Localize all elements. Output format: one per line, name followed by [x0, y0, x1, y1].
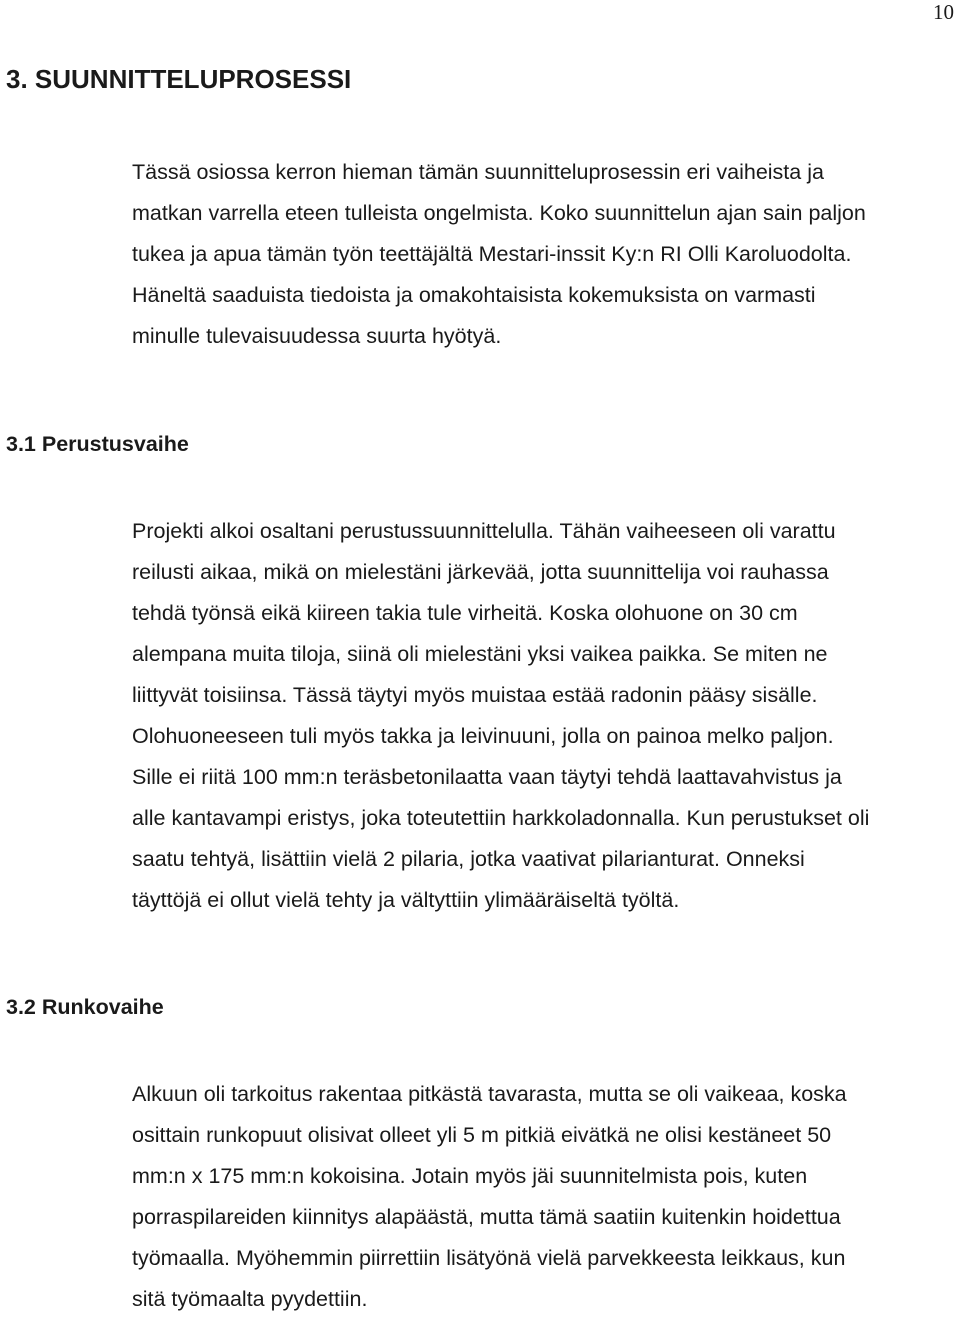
intro-line: Häneltä saaduista tiedoista ja omakohtaisista kokemuksista on varmasti	[132, 283, 816, 307]
paragraph-line: Sille ei riitä 100 mm:n teräsbetonilaatta vaan täytyi tehdä laattavahvistus ja	[132, 765, 842, 789]
intro-line: matkan varrella eteen tulleista ongelmista. Koko suunnittelun ajan sain paljon	[132, 201, 866, 225]
paragraph-line: alle kantavampi eristys, joka toteutettiin harkkoladonnalla. Kun perustukset oli	[132, 806, 870, 830]
paragraph-line: liittyvät toisiinsa. Tässä täytyi myös muistaa estää radonin pääsy sisälle.	[132, 683, 818, 707]
intro-line: tukea ja apua tämän työn teettäjältä Mestari-inssit Ky:n RI Olli Karoluodolta.	[132, 242, 852, 266]
paragraph-line: Olohuoneeseen tuli myös takka ja leivinuuni, jolla on painoa melko paljon.	[132, 724, 834, 748]
page-number: 10	[933, 0, 954, 24]
paragraph-line: Projekti alkoi osaltani perustussuunnittelulla. Tähän vaiheeseen oli varattu	[132, 519, 836, 543]
paragraph-line: reilusti aikaa, mikä on mielestäni järkevää, jotta suunnittelija voi rauhassa	[132, 560, 829, 584]
paragraph-line: mm:n x 175 mm:n kokoisina. Jotain myös jäi suunnitelmista pois, kuten	[132, 1164, 808, 1188]
intro-line: Tässä osiossa kerron hieman tämän suunnitteluprosessin eri vaiheista ja	[132, 160, 824, 184]
paragraph-line: Alkuun oli tarkoitus rakentaa pitkästä tavarasta, mutta se oli vaikeaa, koska	[132, 1082, 847, 1106]
paragraph-line: saatu tehtyä, lisättiin vielä 2 pilaria, jotka vaativat pilarianturat. Onneksi	[132, 847, 805, 871]
paragraph-line: työmaalla. Myöhemmin piirrettiin lisätyönä vielä parvekkeesta leikkaus, kun	[132, 1246, 846, 1270]
intro-paragraph	[132, 152, 952, 357]
paragraph-line: täyttöjä ei ollut vielä tehty ja vältyttiin ylimääräiseltä työltä.	[132, 888, 680, 912]
section-3-1-paragraph	[132, 511, 952, 921]
intro-line: minulle tulevaisuudessa suurta hyötyä.	[132, 324, 502, 348]
paragraph-line: sitä työmaalta pyydettiin.	[132, 1287, 368, 1311]
paragraph-line: porraspilareiden kiinnitys alapäästä, mutta tämä saatiin kuitenkin hoidettua	[132, 1205, 841, 1229]
section-heading-3-2: 3.2 Runkovaihe	[6, 995, 164, 1019]
paragraph-line: osittain runkopuut olisivat olleet yli 5 m pitkiä eivätkä ne olisi kestäneet 50	[132, 1123, 832, 1147]
paragraph-line: tehdä työnsä eikä kiireen takia tule virheitä. Koska olohuone on 30 cm	[132, 601, 798, 625]
paragraph-line: alempana muita tiloja, siinä oli mielestäni yksi vaikea paikka. Se miten ne	[132, 642, 828, 666]
chapter-heading: 3. SUUNNITTELUPROSESSI	[6, 64, 352, 94]
section-heading-3-1: 3.1 Perustusvaihe	[6, 432, 189, 456]
section-3-2-paragraph	[132, 1074, 952, 1320]
